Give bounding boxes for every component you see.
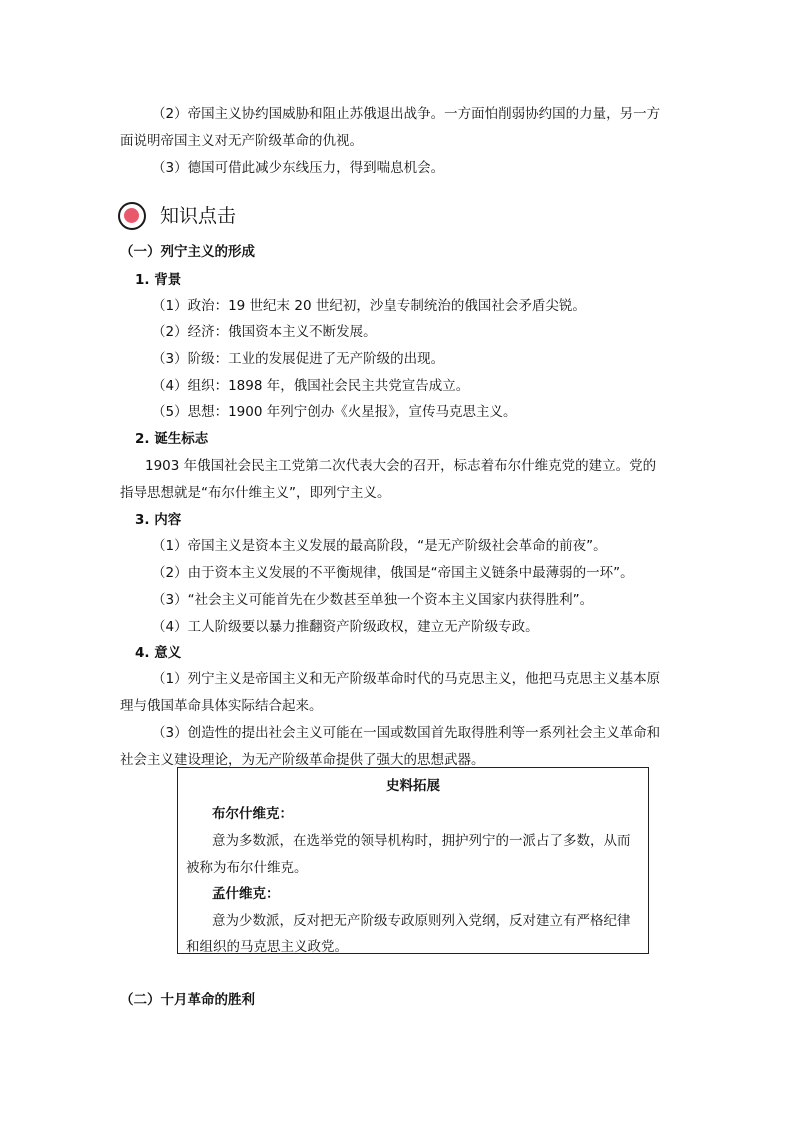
significance-line: 理与俄国革命具体实际结合起来。 <box>120 698 323 714</box>
definition-line: 被称为布尔什维克。 <box>186 860 308 876</box>
background-item: （3）阶级：工业的发展促进了无产阶级的出现。 <box>152 351 445 367</box>
box-title: 史料拓展 <box>386 778 440 794</box>
part1-heading: （一）列宁主义的形成 <box>120 244 255 260</box>
content-heading: 3. 内容 <box>135 512 182 528</box>
target-icon <box>118 202 146 230</box>
intro-line: （2）帝国主义协约国威胁和阻止苏俄退出战争。一方面怕削弱协约国的力量，另一方 <box>152 106 661 122</box>
birth-line: 1903 年俄国社会民主工党第二次代表大会的召开，标志着布尔什维克党的建立。党的 <box>145 458 657 474</box>
significance-line: （3）创造性的提出社会主义可能在一国或数国首先取得胜利等一系列社会主义革命和 <box>152 725 661 741</box>
section-title: 知识点击 <box>160 205 237 227</box>
background-item: （4）组织：1898 年，俄国社会民主共党宣告成立。 <box>152 378 470 394</box>
intro-line: （3）德国可借此减少东线压力，得到喘息机会。 <box>152 160 445 176</box>
background-heading: 1. 背景 <box>135 272 182 288</box>
term-menshevik: 孟什维克： <box>212 886 280 902</box>
part2-heading: （二）十月革命的胜利 <box>120 992 255 1008</box>
content-item: （3）“社会主义可能首先在少数甚至单独一个资本主义国家内获得胜利”。 <box>152 592 594 608</box>
significance-heading: 4. 意义 <box>135 645 182 661</box>
definition-line: 和组织的马克思主义政党。 <box>186 939 348 955</box>
background-item: （2）经济：俄国资本主义不断发展。 <box>152 324 377 340</box>
term-bolshevik: 布尔什维克： <box>212 806 293 822</box>
definition-line: 意为少数派，反对把无产阶级专政原则列入党纲，反对建立有严格纪律 <box>212 913 631 929</box>
content-item: （2）由于资本主义发展的不平衡规律，俄国是“帝国主义链条中最薄弱的一环”。 <box>152 565 634 581</box>
significance-line: 社会主义建设理论，为无产阶级革命提供了强大的思想武器。 <box>120 752 485 768</box>
significance-line: （1）列宁主义是帝国主义和无产阶级革命时代的马克思主义，他把马克思主义基本原 <box>152 671 661 687</box>
birth-heading: 2. 诞生标志 <box>135 431 209 447</box>
intro-line: 面说明帝国主义对无产阶级革命的仇视。 <box>120 133 363 149</box>
definition-line: 意为多数派，在选举党的领导机构时，拥护列宁的一派占了多数，从而 <box>212 833 631 849</box>
birth-line: 指导思想就是“布尔什维主义”，即列宁主义。 <box>120 485 391 501</box>
content-item: （1）帝国主义是资本主义发展的最高阶段，“是无产阶级社会革命的前夜”。 <box>152 538 607 554</box>
background-item: （5）思想：1900 年列宁创办《火星报》，宣传马克思主义。 <box>152 404 517 420</box>
source-extension-box <box>177 767 649 954</box>
content-item: （4）工人阶级要以暴力推翻资产阶级政权，建立无产阶级专政。 <box>152 619 539 635</box>
background-item: （1）政治：19 世纪末 20 世纪初，沙皇专制统治的俄国社会矛盾尖锐。 <box>152 298 586 314</box>
